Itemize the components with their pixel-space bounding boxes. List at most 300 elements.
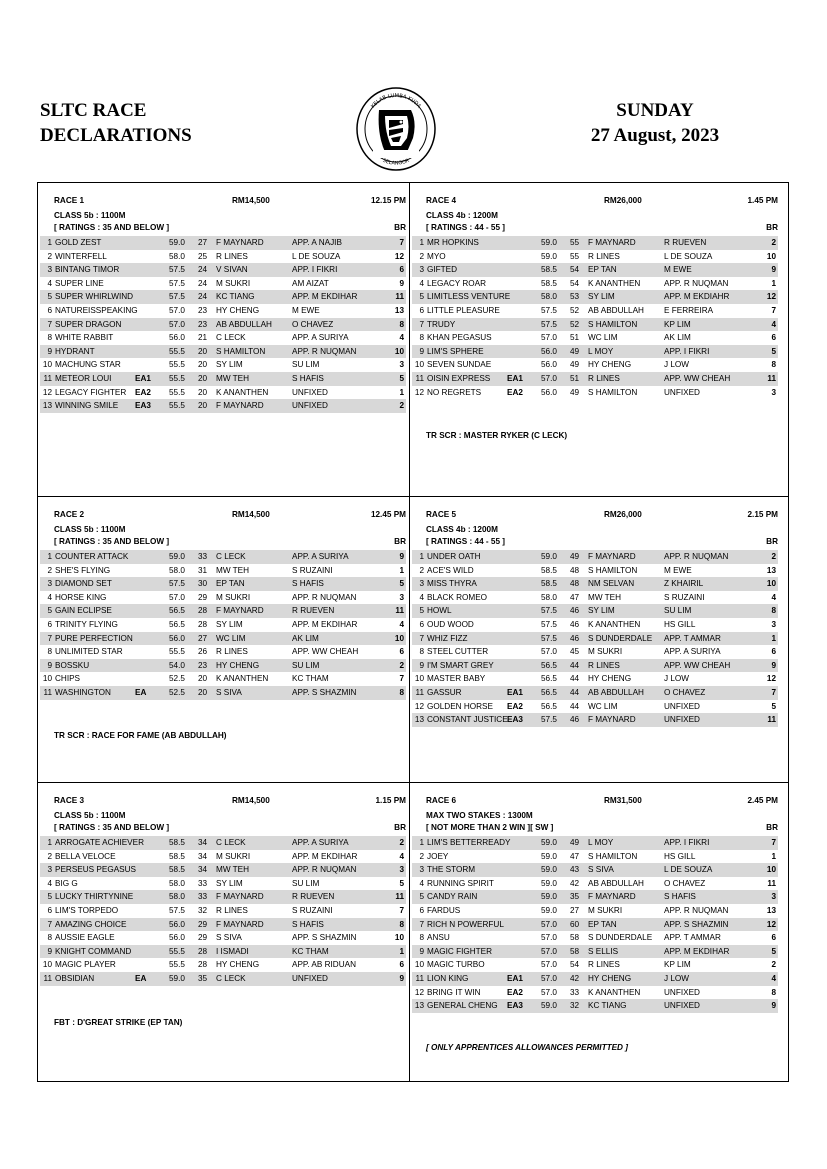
horse-number: 12: [414, 987, 424, 997]
horse-number: 11: [43, 373, 52, 383]
title-line-2: DECLARATIONS: [40, 125, 192, 146]
rating: 28: [198, 946, 208, 956]
barrier: 1: [399, 387, 404, 397]
rating: 20: [198, 687, 208, 697]
horse-number: 8: [419, 933, 424, 943]
horse-number: 4: [419, 878, 424, 888]
horse-name: SUPER DRAGON: [55, 319, 122, 329]
trainer: APP. A NAJIB: [292, 238, 342, 247]
jockey: SY LIM: [588, 292, 615, 302]
barrier: 11: [395, 892, 404, 902]
barrier: 5: [399, 373, 404, 383]
horse-number: 13: [414, 715, 424, 725]
table-row: [412, 972, 778, 986]
trainer: APP. R NUQMAN: [292, 865, 357, 875]
trainer: APP. A SURIYA: [292, 333, 349, 343]
weight: 57.0: [169, 305, 185, 315]
rating: 27: [570, 905, 580, 915]
barrier: 2: [771, 960, 776, 970]
table-row: [412, 645, 778, 659]
horse-name: MYO: [427, 251, 446, 261]
weight: 58.5: [541, 579, 557, 589]
entries-list: [40, 550, 406, 700]
horse-name: LION KING: [427, 973, 469, 983]
horse-name: ANSU: [427, 933, 450, 943]
barrier: 4: [399, 333, 404, 343]
race-ratings: [ RATINGS : 35 AND BELOW ]: [54, 537, 170, 546]
weight: 55.5: [169, 401, 185, 411]
barrier: 3: [399, 865, 404, 875]
weight: 57.5: [169, 278, 185, 288]
barrier: 3: [771, 892, 776, 902]
race-time: 1.45 PM: [747, 196, 778, 205]
rating: 54: [570, 265, 580, 275]
table-row: [412, 550, 778, 564]
race-header: [54, 196, 406, 208]
table-row: [40, 386, 406, 400]
horse-name: RICH N POWERFUL: [427, 919, 504, 929]
race-ratings: [ RATINGS : 35 AND BELOW ]: [54, 823, 170, 832]
rating: 30: [198, 579, 208, 589]
rating: 34: [198, 865, 208, 875]
table-row: [40, 632, 406, 646]
jockey: WC LIM: [216, 633, 246, 643]
weight: 58.5: [541, 265, 557, 275]
rating: 45: [570, 647, 580, 657]
rating: 20: [198, 346, 208, 356]
jockey: EP TAN: [216, 579, 245, 589]
rating: 24: [198, 292, 208, 302]
trainer: M EWE: [664, 565, 692, 575]
horse-name: LEGACY ROAR: [427, 278, 486, 288]
barrier: 5: [399, 579, 404, 589]
barrier: 4: [771, 319, 776, 329]
weight: 58.0: [169, 878, 185, 888]
table-row: [40, 604, 406, 618]
weight: 57.5: [541, 606, 557, 616]
jockey: R LINES: [216, 905, 248, 915]
table-row: [40, 399, 406, 413]
horse-name: THE STORM: [427, 865, 476, 875]
trainer: S RUZAINI: [664, 592, 705, 602]
horse-number: 4: [47, 278, 52, 288]
trainer: O CHAVEZ: [292, 319, 334, 329]
barrier: 2: [771, 238, 776, 247]
rating: 44: [570, 674, 580, 684]
horse-number: 9: [47, 660, 52, 670]
horse-number: 10: [414, 360, 424, 370]
race-note: TR SCR : MASTER RYKER (C LECK): [426, 431, 568, 440]
horse-name: HOWL: [427, 606, 452, 616]
barrier: 6: [771, 333, 776, 343]
trainer: M EWE: [292, 305, 320, 315]
horse-number: 7: [419, 919, 424, 929]
rating: 55: [570, 238, 580, 247]
horse-name: BELLA VELOCE: [55, 851, 116, 861]
horse-number: 5: [419, 892, 424, 902]
barrier: 5: [771, 346, 776, 356]
jockey: AB ABDULLAH: [216, 319, 272, 329]
rating: 35: [570, 892, 580, 902]
horse-number: 2: [47, 251, 52, 261]
rating: 49: [570, 552, 580, 561]
weight: 56.0: [169, 333, 185, 343]
barrier-column-label: BR: [766, 223, 778, 232]
horse-name: WASHINGTON: [55, 687, 111, 697]
jockey: L MOY: [588, 838, 614, 847]
weight: 58.0: [169, 565, 185, 575]
jockey: S DUNDERDALE: [588, 633, 653, 643]
barrier: 6: [771, 933, 776, 943]
trainer: UNFIXED: [664, 701, 700, 711]
trainer: APP. R NUQMAN: [664, 905, 729, 915]
rating: 27: [198, 238, 208, 247]
table-row: [40, 304, 406, 318]
horse-number: 9: [47, 946, 52, 956]
table-row: [412, 931, 778, 945]
rating: 23: [198, 319, 208, 329]
jockey: MW TEH: [216, 865, 250, 875]
barrier: 12: [766, 292, 776, 302]
horse-number: 3: [419, 579, 424, 589]
barrier: 5: [399, 878, 404, 888]
horse-name: LIM'S SPHERE: [427, 346, 484, 356]
table-row: [40, 318, 406, 332]
barrier-column-label: BR: [394, 537, 406, 546]
logo-top-text: KELAB LUMBA KUDA: [370, 92, 422, 110]
table-row: [412, 863, 778, 877]
rating: 54: [570, 960, 580, 970]
barrier: 1: [771, 633, 776, 643]
race-header: [54, 796, 406, 808]
horse-name: MAGIC TURBO: [427, 960, 485, 970]
trainer: APP. I FIKRI: [664, 346, 710, 356]
horse-name: LIMITLESS VENTURE: [427, 292, 511, 302]
barrier: 11: [767, 878, 776, 888]
horse-number: 8: [47, 333, 52, 343]
jockey: R LINES: [588, 960, 620, 970]
rating: 43: [570, 865, 580, 875]
weight: 56.0: [169, 933, 185, 943]
table-row: [412, 632, 778, 646]
rating: 42: [570, 973, 580, 983]
barrier: 12: [394, 251, 404, 261]
entries-list: [412, 236, 778, 399]
horse-number: 1: [47, 838, 52, 847]
race-note: FBT : D'GREAT STRIKE (EP TAN): [54, 1018, 183, 1027]
barrier: 9: [399, 278, 404, 288]
weight: 56.5: [541, 687, 557, 697]
horse-number: 3: [419, 865, 424, 875]
rating: 52: [570, 319, 580, 329]
horse-name: GENERAL CHENG: [427, 1001, 498, 1011]
horse-name: AMAZING CHOICE: [55, 919, 127, 929]
trainer: AM AIZAT: [292, 278, 329, 288]
entries-list: [40, 836, 406, 986]
horse-number: 5: [47, 892, 52, 902]
table-row: [412, 958, 778, 972]
table-row: [40, 277, 406, 291]
weight: 56.5: [541, 660, 557, 670]
table-row: [412, 577, 778, 591]
weight: 59.0: [541, 838, 557, 847]
horse-name: COUNTER ATTACK: [55, 552, 129, 561]
race-name: RACE 4: [426, 196, 457, 205]
table-row: [412, 850, 778, 864]
horse-number: 9: [419, 660, 424, 670]
barrier: 1: [771, 278, 776, 288]
table-row: [40, 358, 406, 372]
rating: 20: [198, 360, 208, 370]
horse-number: 10: [414, 674, 424, 684]
barrier: 10: [394, 933, 404, 943]
weight: 57.0: [541, 647, 557, 657]
horse-name: GAIN ECLIPSE: [55, 606, 112, 616]
trainer: UNFIXED: [292, 387, 328, 397]
jockey: AB ABDULLAH: [588, 305, 644, 315]
trainer: UNFIXED: [292, 401, 328, 411]
trainer: APP. R NUQMAN: [664, 278, 729, 288]
rating: 24: [198, 265, 208, 275]
weight: 59.0: [541, 905, 557, 915]
horse-number: 11: [43, 973, 52, 983]
horse-number: 13: [42, 401, 52, 411]
table-row: [412, 672, 778, 686]
weight: 59.0: [541, 892, 557, 902]
jockey: K ANANTHEN: [216, 387, 269, 397]
jockey: S SIVA: [216, 933, 242, 943]
trainer: S HAFIS: [664, 892, 696, 902]
barrier: 9: [399, 552, 404, 561]
trainer: SU LIM: [292, 660, 320, 670]
race-date-block: [560, 98, 750, 148]
barrier: 9: [399, 973, 404, 983]
rating: 23: [198, 660, 208, 670]
rating: 32: [570, 1001, 580, 1011]
emergency-acceptor: EA2: [135, 387, 151, 397]
rating: 48: [570, 565, 580, 575]
trainer: KP LIM: [664, 319, 691, 329]
weight: 55.5: [169, 373, 185, 383]
horse-number: 2: [419, 851, 424, 861]
trainer: UNFIXED: [292, 973, 328, 983]
weight: 55.5: [169, 387, 185, 397]
trainer: APP. M EKDIHAR: [292, 851, 358, 861]
weight: 57.0: [541, 373, 557, 383]
trainer: AK LIM: [292, 633, 319, 643]
table-row: [40, 659, 406, 673]
jockey: R LINES: [588, 373, 620, 383]
horse-number: 1: [419, 552, 424, 561]
rating: 20: [198, 674, 208, 684]
rating: 33: [570, 987, 580, 997]
weight: 58.0: [169, 251, 185, 261]
jockey: SY LIM: [216, 878, 243, 888]
rating: 35: [198, 973, 208, 983]
horse-name: MR HOPKINS: [427, 238, 479, 247]
trainer: S RUZAINI: [292, 905, 333, 915]
race-day: SUNDAY: [616, 100, 694, 121]
weight: 58.5: [169, 851, 185, 861]
horse-name: ARROGATE ACHIEVER: [55, 838, 145, 847]
horse-number: 7: [419, 633, 424, 643]
table-row: [412, 904, 778, 918]
horse-number: 1: [47, 238, 52, 247]
horse-name: KNIGHT COMMAND: [55, 946, 132, 956]
rating: 31: [198, 565, 208, 575]
trainer: APP. WW CHEAH: [664, 660, 731, 670]
barrier: 9: [771, 660, 776, 670]
horse-name: SHE'S FLYING: [55, 565, 111, 575]
weight: 56.0: [541, 360, 557, 370]
horse-number: 6: [47, 619, 52, 629]
weight: 59.0: [169, 973, 185, 983]
rating: 46: [570, 606, 580, 616]
barrier: 3: [399, 592, 404, 602]
horse-number: 1: [47, 552, 52, 561]
weight: 58.5: [541, 278, 557, 288]
rating: 49: [570, 360, 580, 370]
table-row: [412, 918, 778, 932]
weight: 58.5: [541, 565, 557, 575]
jockey: R LINES: [588, 660, 620, 670]
jockey: HY CHENG: [216, 660, 260, 670]
emergency-acceptor: EA: [135, 687, 147, 697]
rating: 49: [570, 387, 580, 397]
horse-number: 2: [47, 565, 52, 575]
horse-name: LIM'S TORPEDO: [55, 905, 119, 915]
table-row: [412, 659, 778, 673]
horse-name: I'M SMART GREY: [427, 660, 494, 670]
jockey: S DUNDERDALE: [588, 933, 653, 943]
barrier: 6: [399, 647, 404, 657]
horse-number: 9: [47, 346, 52, 356]
trainer: APP. WW CHEAH: [292, 647, 359, 657]
trainer: UNFIXED: [664, 987, 700, 997]
horse-name: LUCKY THIRTYNINE: [55, 892, 134, 902]
trainer: UNFIXED: [664, 1001, 700, 1011]
horse-name: LITTLE PLEASURE: [427, 305, 500, 315]
emergency-acceptor: EA1: [135, 373, 151, 383]
race-class: MAX TWO STAKES : 1300M: [426, 811, 533, 820]
jockey: MW TEH: [588, 592, 622, 602]
weight: 56.5: [541, 674, 557, 684]
jockey: EP TAN: [588, 265, 617, 275]
horse-name: KHAN PEGASUS: [427, 333, 492, 343]
horse-name: HORSE KING: [55, 592, 107, 602]
race-class: CLASS 5b : 1100M: [54, 211, 126, 220]
table-row: [40, 672, 406, 686]
barrier: 11: [395, 292, 404, 302]
weight: 55.5: [169, 647, 185, 657]
horse-number: 7: [47, 319, 52, 329]
barrier: 13: [766, 565, 776, 575]
table-row: [40, 577, 406, 591]
barrier: 1: [399, 565, 404, 575]
horse-number: 8: [419, 333, 424, 343]
horse-name: SUPER WHIRLWIND: [55, 292, 134, 302]
emergency-acceptor: EA1: [507, 373, 523, 383]
table-row: [40, 877, 406, 891]
horse-number: 8: [47, 647, 52, 657]
horse-number: 5: [47, 292, 52, 302]
rating: 25: [198, 251, 208, 261]
weight: 57.5: [169, 905, 185, 915]
weight: 56.5: [169, 606, 185, 616]
rating: 28: [198, 960, 208, 970]
race-class: CLASS 5b : 1100M: [54, 525, 126, 534]
table-row: [40, 236, 406, 250]
jockey: F MAYNARD: [588, 238, 636, 247]
race-ratings: [ RATINGS : 35 AND BELOW ]: [54, 223, 170, 232]
table-row: [412, 700, 778, 714]
horse-number: 10: [42, 360, 52, 370]
logo-bottom-text: SELANGOR: [381, 157, 411, 167]
table-row: [40, 263, 406, 277]
title-line-1: SLTC RACE: [40, 100, 147, 121]
weight: 57.5: [169, 292, 185, 302]
jockey: S SIVA: [588, 865, 614, 875]
race-date: 27 August, 2023: [590, 125, 720, 146]
horse-number: 6: [419, 305, 424, 315]
race-time: 1.15 PM: [375, 796, 406, 805]
barrier: 11: [767, 715, 776, 725]
entries-list: [40, 236, 406, 413]
race-prize: RM26,000: [604, 510, 642, 519]
horse-name: WINNING SMILE: [55, 401, 119, 411]
jockey: M SUKRI: [216, 851, 251, 861]
barrier: 8: [399, 687, 404, 697]
race-name: RACE 1: [54, 196, 85, 205]
trainer: APP. T AMMAR: [664, 633, 721, 643]
table-row: [412, 618, 778, 632]
barrier-column-label: BR: [766, 537, 778, 546]
table-row: [412, 304, 778, 318]
jockey: MW TEH: [216, 565, 250, 575]
horse-name: METEOR LOUI: [55, 373, 112, 383]
jockey: K ANANTHEN: [588, 278, 641, 288]
horse-number: 9: [419, 346, 424, 356]
race-time: 2.15 PM: [747, 510, 778, 519]
barrier: 8: [771, 606, 776, 616]
trainer: J LOW: [664, 674, 690, 684]
trainer: J LOW: [664, 973, 690, 983]
table-row: [40, 345, 406, 359]
trainer: R RUEVEN: [664, 238, 707, 247]
barrier: 8: [399, 919, 404, 929]
rating: 26: [198, 647, 208, 657]
jockey: S SIVA: [216, 687, 242, 697]
horse-number: 1: [419, 838, 424, 847]
table-row: [40, 904, 406, 918]
club-logo: [355, 86, 437, 172]
jockey: M SUKRI: [588, 647, 623, 657]
jockey: KC TIANG: [216, 292, 255, 302]
weight: 59.0: [169, 238, 185, 247]
trainer: APP. WW CHEAH: [664, 373, 731, 383]
rating: 34: [198, 851, 208, 861]
horse-name: MAGIC PLAYER: [55, 960, 116, 970]
weight: 57.5: [541, 319, 557, 329]
barrier: 4: [399, 619, 404, 629]
weight: 57.0: [541, 946, 557, 956]
trainer: APP. I FIKRI: [292, 265, 338, 275]
weight: 59.0: [541, 251, 557, 261]
race-time: 12.45 PM: [370, 510, 406, 519]
weight: 52.5: [169, 687, 185, 697]
horse-name: NATUREISSPEAKING: [55, 305, 138, 315]
race-header: [426, 196, 778, 208]
